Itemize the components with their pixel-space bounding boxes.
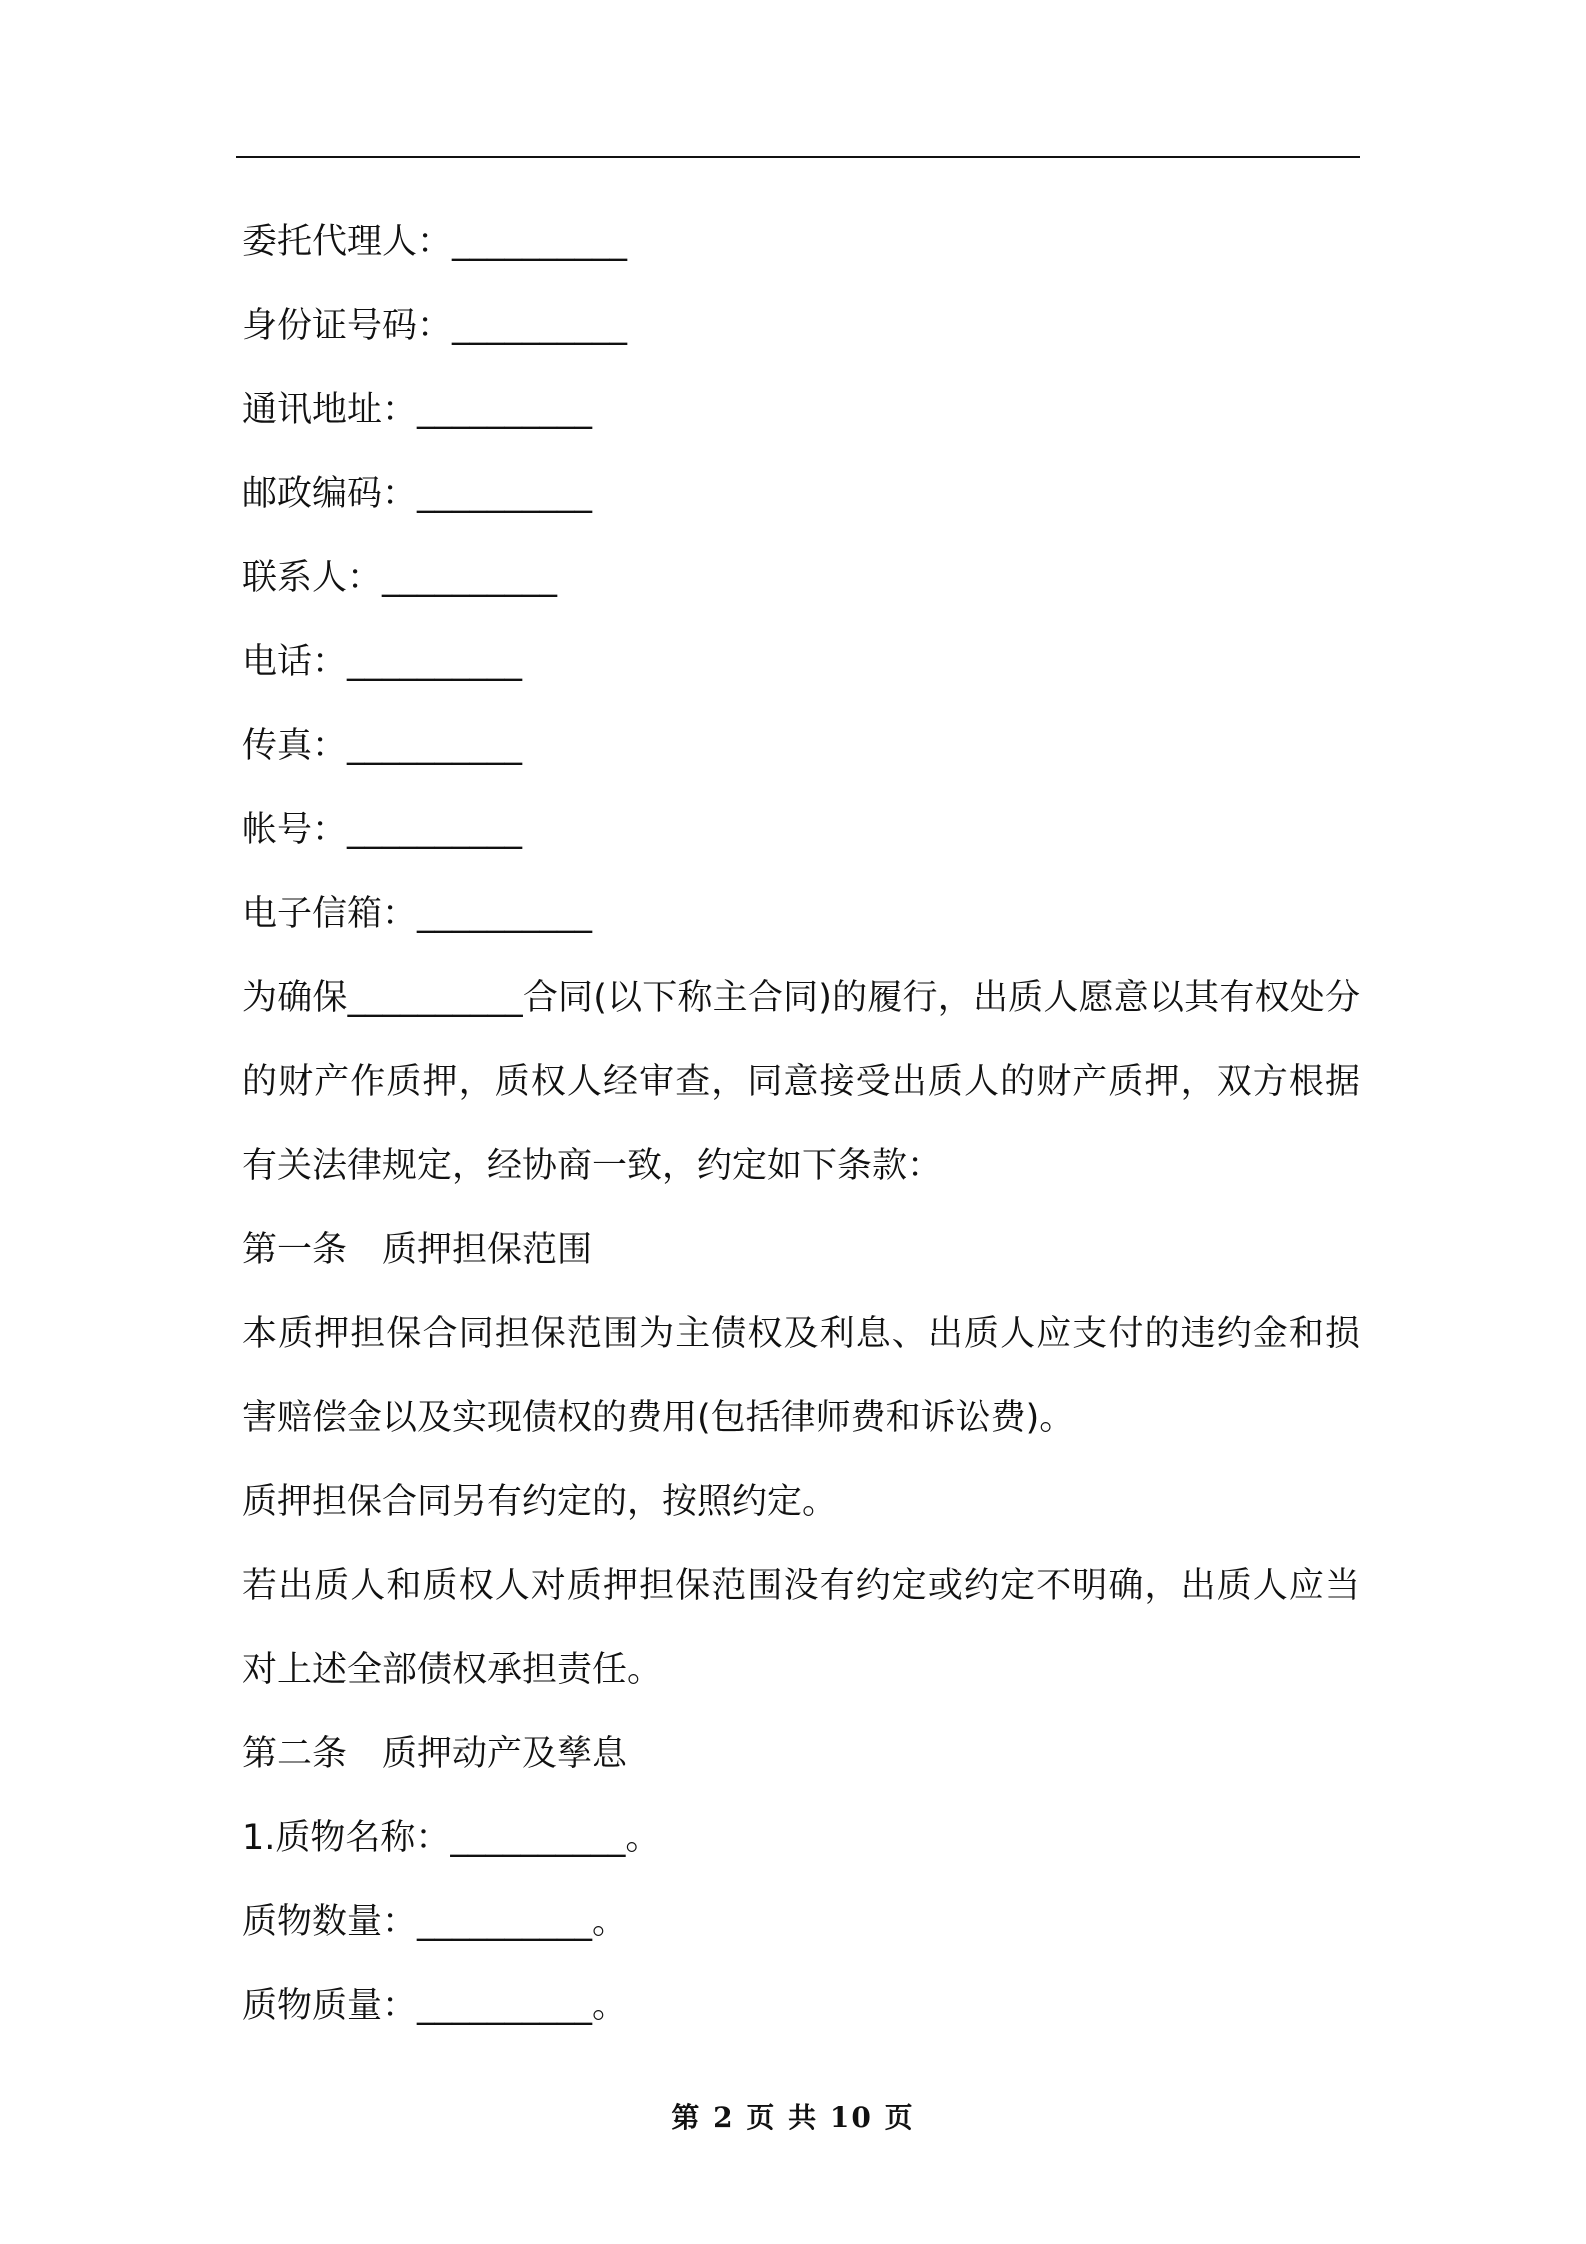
field-email: 电子信箱：__________ bbox=[242, 894, 593, 934]
field-agent: 委托代理人：__________ bbox=[242, 222, 628, 262]
field-contact: 联系人：__________ bbox=[242, 558, 558, 598]
field-postcode: 邮政编码：__________ bbox=[242, 474, 593, 514]
field-phone: 电话：__________ bbox=[242, 642, 523, 682]
article1-paragraph-1: 本质押担保合同担保范围为主债权及利息、出质人应支付的违约金和损害赔偿金以及实现债权的费用(包括律师费和诉讼费)。 bbox=[242, 1314, 1360, 1438]
article1-paragraph-3: 若出质人和质权人对质押担保范围没有约定或约定不明确，出质人应当对上述全部债权承担责任。 bbox=[242, 1566, 1360, 1690]
intro-paragraph: 为确保__________合同(以下称主合同)的履行，出质人愿意以其有权处分的财产作质押，质权人经审查，同意接受出质人的财产质押，双方根据有关法律规定，经协商一致，约定如下条款： bbox=[242, 978, 1360, 1186]
pledge-quantity-field: 质物数量：__________。 bbox=[242, 1902, 628, 1942]
field-id-number: 身份证号码：__________ bbox=[242, 306, 628, 346]
article1-heading: 第一条 质押担保范围 bbox=[242, 1230, 593, 1270]
article2-heading: 第二条 质押动产及孳息 bbox=[242, 1734, 628, 1774]
field-account: 帐号：__________ bbox=[242, 810, 523, 850]
field-fax: 传真：__________ bbox=[242, 726, 523, 766]
document-body bbox=[242, 200, 1360, 2048]
pledge-quality-field: 质物质量：__________。 bbox=[242, 1986, 628, 2026]
field-address: 通讯地址：__________ bbox=[242, 390, 593, 430]
article1-paragraph-2: 质押担保合同另有约定的，按照约定。 bbox=[242, 1482, 838, 1522]
page-number-footer: 第 2 页 共 10 页 bbox=[671, 2101, 915, 2134]
header-rule bbox=[236, 156, 1360, 158]
pledge-name-field: 1.质物名称：__________。 bbox=[242, 1818, 661, 1858]
